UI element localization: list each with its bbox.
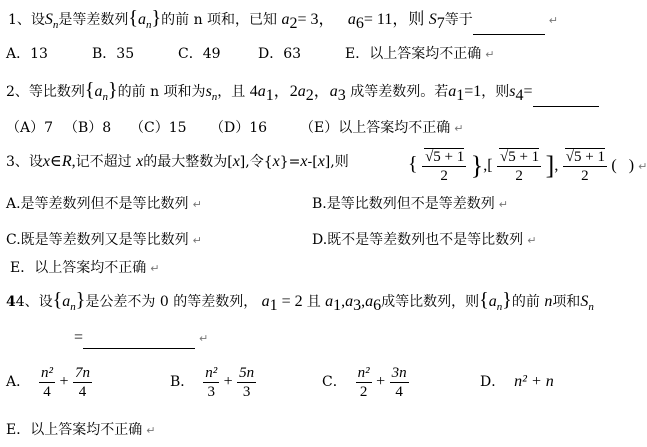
q1-option-c[interactable]: C．49 bbox=[178, 46, 221, 62]
q3-option-b[interactable]: B.是等比数列但不是等差数列 ↵ bbox=[312, 196, 508, 212]
q3-fraction-2: $\frac{√5 + 1}{2}$ bbox=[497, 148, 541, 185]
q3-fraction-1: $\frac{√5 + 1}{2}$ bbox=[422, 148, 466, 185]
q2-option-c[interactable]: （C）15 bbox=[130, 120, 187, 136]
q3-option-c[interactable]: C.既是等差数列又是等比数列 ↵ bbox=[6, 232, 202, 248]
q1-option-d[interactable]: D．63 bbox=[258, 46, 302, 62]
q3-sequence: { $\frac{√5 + 1}{2}$ },[ $\frac{√5 + 1}{2}$ ], $\frac{√5 + 1}{2}$ ( ) ↵ bbox=[408, 148, 647, 184]
q3-fraction-3: $\frac{√5 + 1}{2}$ bbox=[563, 148, 607, 185]
q1-stem: 1、设$S_n$是等差数列$\{a_n\}$的前 n 项和，已知 $a_2= 3$， $a_6= 11$，则 $S_7$等于 ↵ bbox=[8, 8, 558, 35]
q1-option-a[interactable]: A．13 bbox=[6, 46, 48, 62]
q2-answer-blank[interactable] bbox=[533, 106, 599, 107]
q4-option-a[interactable]: A． $\frac{\text{n²}}{4}$ + $\frac{7n}{4}$ bbox=[6, 364, 90, 400]
q2-option-d[interactable]: （D）16 bbox=[210, 120, 268, 136]
q4-stem: 44、设$\{a_n\}$是公差不为 0 的等差数列， $a_1 = 2$ 且 $a_1,a_3,a_6$成等比数列，则$\{a_n\}$的前 n项和$S_n$ bbox=[6, 289, 594, 314]
q2-option-a[interactable]: （A）7 bbox=[6, 120, 54, 136]
q4-answer-line: = ↵ bbox=[74, 328, 208, 349]
q3-option-d[interactable]: D.既不是等差数列也不是等比数列 ↵ bbox=[312, 232, 537, 248]
q2-option-b[interactable]: （B）8 bbox=[64, 120, 112, 136]
q2-stem: 2、等比数列$\{a_n\}$的前 n 项和为$s_n$，且 $4a_1$，$2a_2$，$a_3$ 成等差数列。若$a_1=1$，则$s_4=$ bbox=[6, 80, 599, 107]
q4-option-e[interactable]: E．以上答案均不正确 ↵ bbox=[6, 422, 156, 438]
q4-answer-blank[interactable] bbox=[83, 348, 195, 349]
q4-option-b[interactable]: B． $\frac{\text{n²}}{3}$ + $\frac{5n}{3}$ bbox=[170, 364, 255, 400]
q3-option-a[interactable]: A.是等差数列但不是等比数列 ↵ bbox=[6, 196, 202, 212]
q3-option-e[interactable]: E．以上答案均不正确 ↵ bbox=[10, 260, 160, 276]
q1-option-b[interactable]: B．35 bbox=[92, 46, 135, 62]
q4-option-c[interactable]: C． $\frac{\text{n²}}{2}$ + $\frac{3n}{4}$ bbox=[322, 364, 407, 400]
q2-option-e[interactable]: （E）以上答案均不正确 ↵ bbox=[300, 120, 464, 136]
q4-option-d[interactable]: D． n² + n bbox=[480, 373, 554, 390]
q1-answer-blank[interactable] bbox=[473, 34, 545, 35]
q1-option-e[interactable]: E．以上答案均不正确 ↵ bbox=[345, 46, 495, 62]
q3-stem: 3、设x∈R,记不超过 x的最大整数为[x],令{x}=x-[x],则 bbox=[6, 153, 349, 170]
